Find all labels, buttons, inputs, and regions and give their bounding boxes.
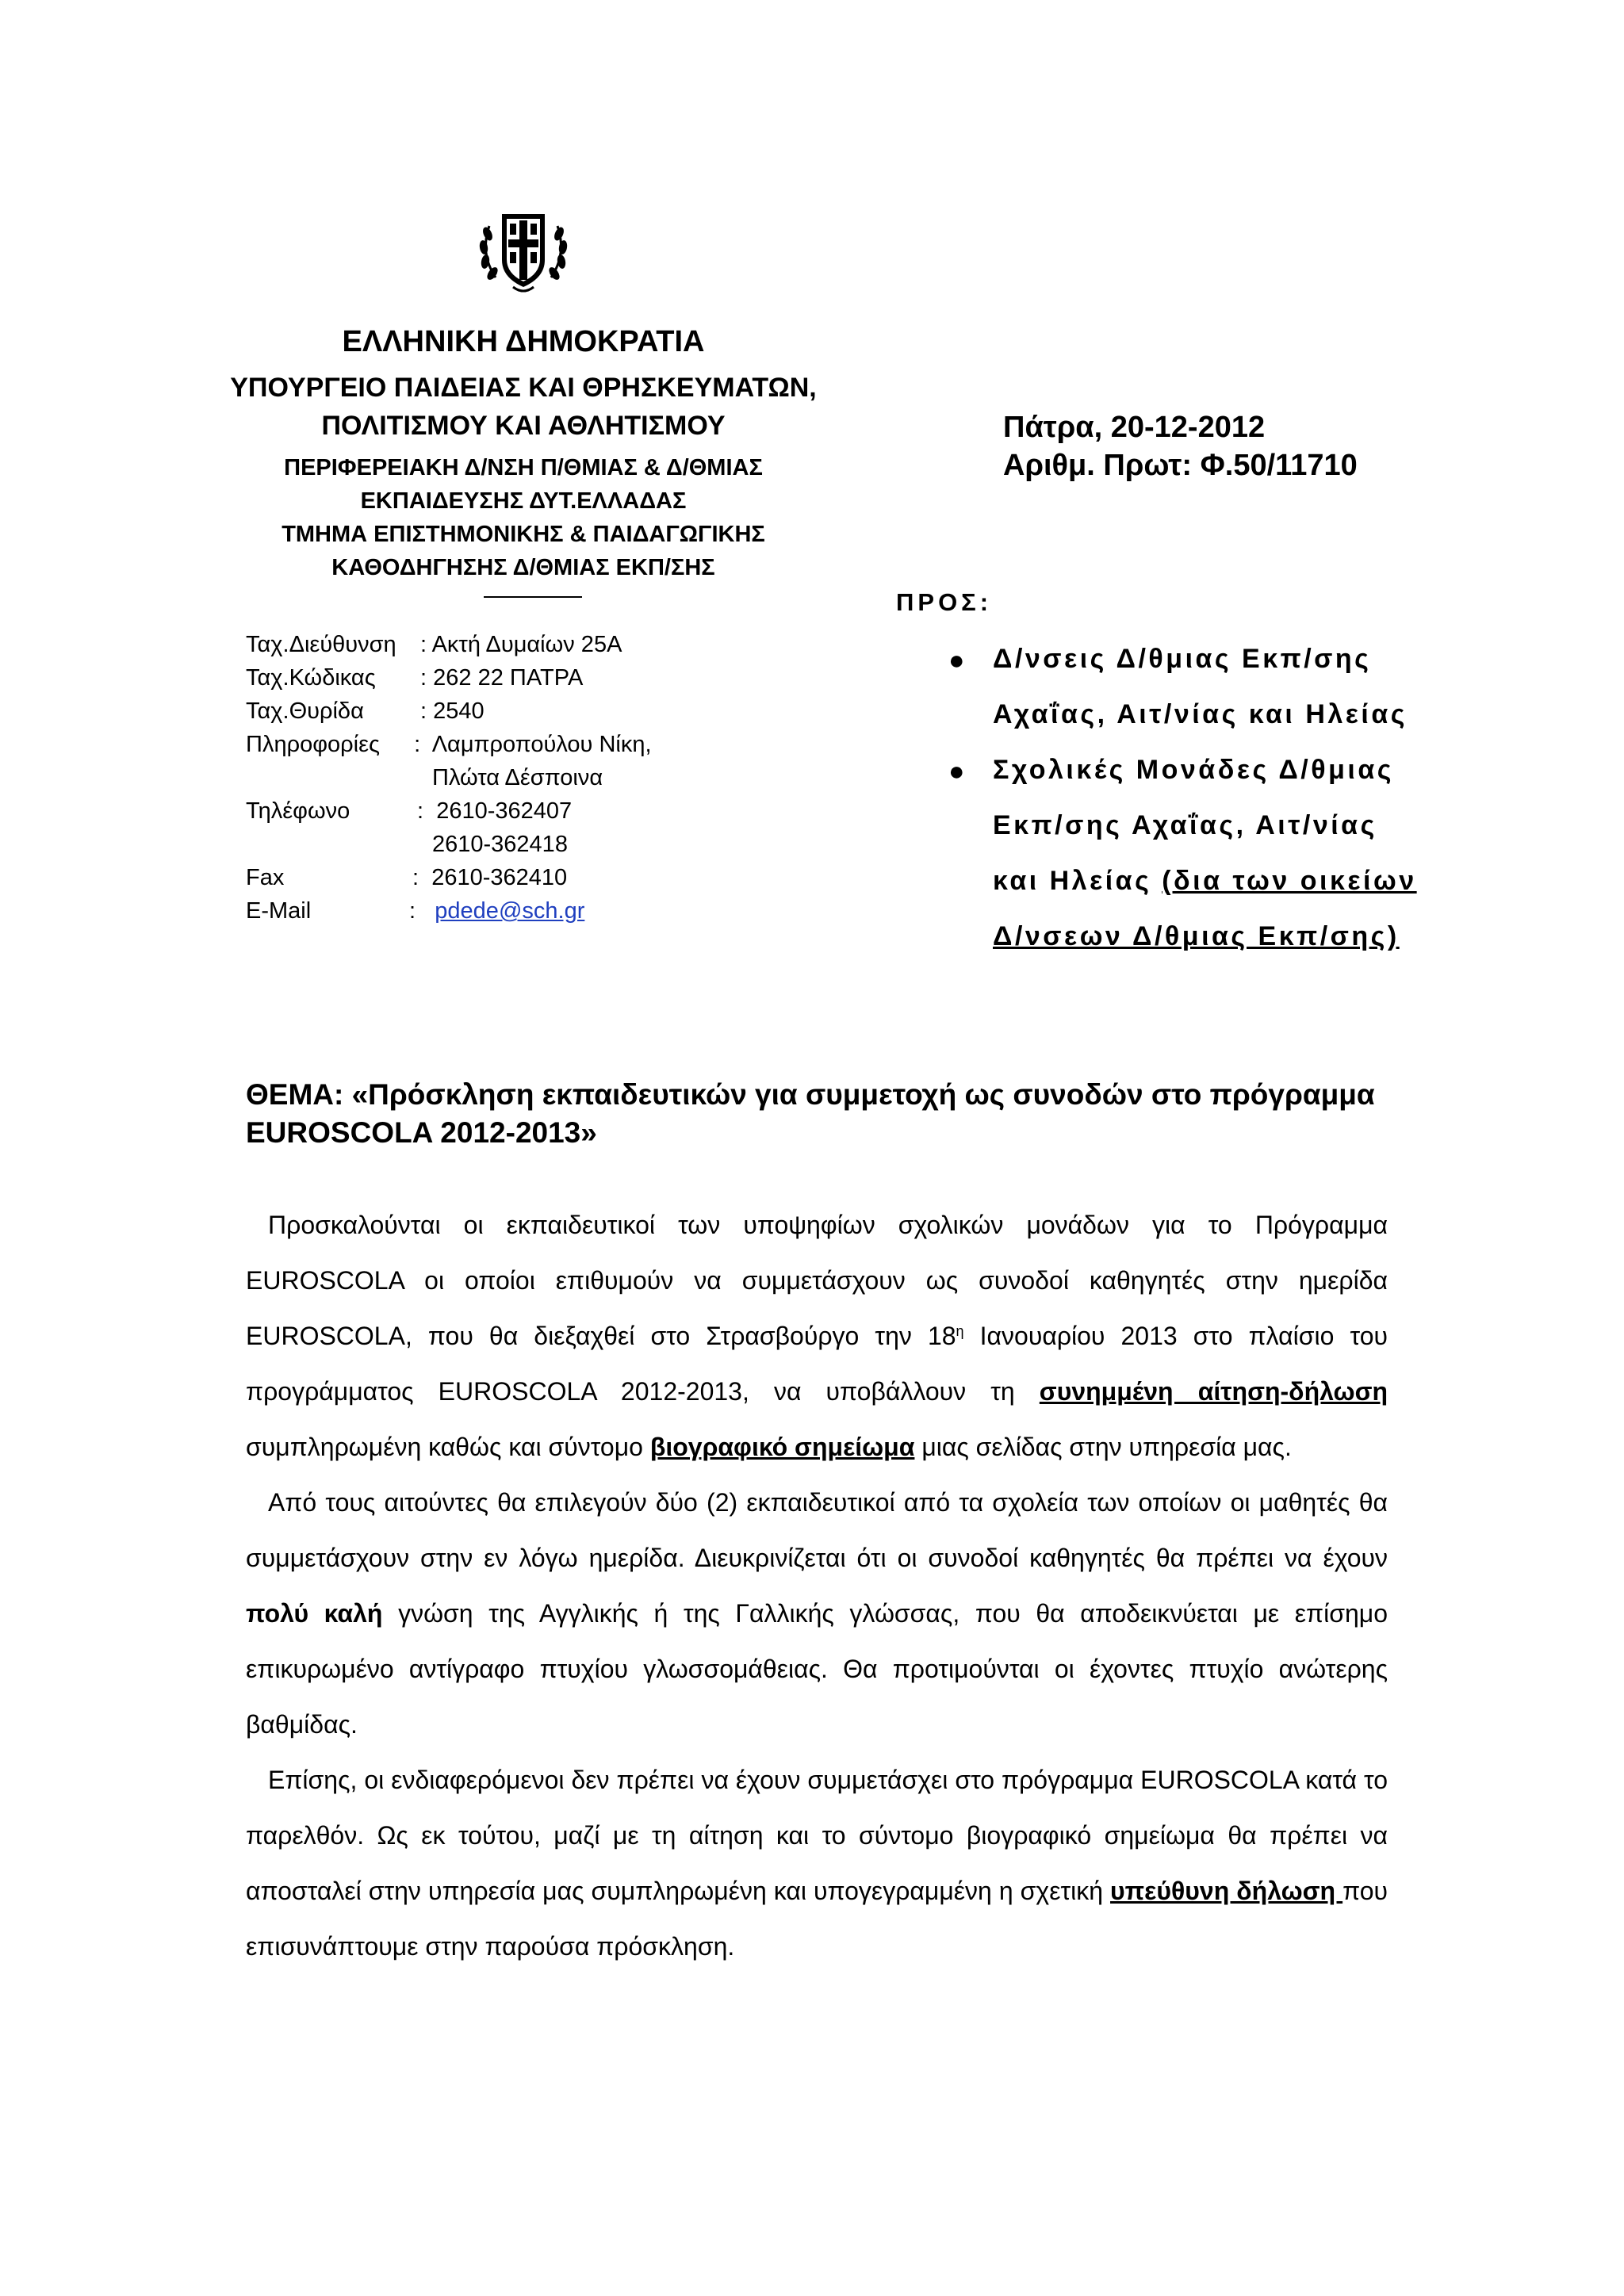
p1-text-c: συμπληρωμένη καθώς και σύντομο <box>246 1433 650 1461</box>
p3-text-a: Επίσης, οι ενδιαφερόμενοι δεν πρέπει να έχουν συμμετάσχει στο πρόγραμμα EUROSCOLA κατά το παρελθόν. Ως εκ τούτου, μαζί με τη αίτηση και το σύντομο βιογραφικό σημείωμα θα πρέπει να αποσταλεί στην υπηρεσία μας συμπληρωμένη και υπογεγραμμένη η σχετική <box>246 1766 1388 1905</box>
p1-text-d: μιας σελίδας στην υπηρεσία μας. <box>914 1433 1292 1461</box>
directorate-line-1: ΠΕΡΙΦΕΡΕΙΑΚΗ Δ/ΝΣΗ Π/ΘΜΙΑΣ & Δ/ΘΜΙΑΣ <box>284 455 763 480</box>
department-line-2: ΚΑΘΟΔΗΓΗΣΗΣ Δ/ΘΜΙΑΣ ΕΚΠ/ΣΗΣ <box>331 555 715 580</box>
greek-coat-of-arms-icon <box>472 198 575 301</box>
header-divider <box>484 596 582 598</box>
contact-address: Ταχ.Διεύθυνση : Ακτή Δυμαίων 25Α <box>246 628 622 661</box>
letter-body <box>246 1197 1388 1974</box>
fax-label: Fax <box>246 865 285 890</box>
contact-email: E-Mail : pdede@sch.gr <box>246 894 584 928</box>
phone-value-2: 2610-362418 <box>432 832 568 857</box>
contact-pobox: Ταχ.Θυρίδα : 2540 <box>246 695 485 728</box>
protocol-number: Αριθμ. Πρωτ: Φ.50/11710 <box>1003 449 1358 482</box>
recipient-2-note: (δια των οικείων <box>1162 866 1417 896</box>
cv-link[interactable]: βιογραφικό σημείωμα <box>649 1433 915 1461</box>
subject-line-2: EUROSCOLA 2012-2013» <box>246 1116 597 1149</box>
recipient-2-line-3-text: και Ηλείας <box>993 866 1162 896</box>
recipient-2-line-4: Δ/νσεων Δ/θμιας Εκπ/σης) <box>993 921 1400 951</box>
info-value-2: Πλώτα Δέσποινα <box>432 765 603 790</box>
document-date: Πάτρα, 20-12-2012 <box>1003 411 1266 444</box>
subject-line-1: ΘΕΜΑ: «Πρόσκληση εκπαιδευτικών για συμμετοχή ως συνοδών στο πρόγραμμα <box>246 1078 1375 1111</box>
p2-text-a: Από τους αιτούντες θα επιλεγούν δύο (2) εκπαιδευτικοί από τα σχολεία των οποίων οι μαθητές θα συμμετάσχουν στην εν λόγω ημερίδα. Διευκρινίζεται ότι οι συνοδοί καθηγητές θα πρέπει να έχουν <box>246 1488 1388 1572</box>
ministry-line-2: ΠΟΛΙΤΙΣΜΟΥ ΚΑΙ ΑΘΛΗΤΙΣΜΟΥ <box>321 411 726 441</box>
p1-superscript: η <box>956 1323 964 1339</box>
bullet-icon: ● <box>948 756 965 786</box>
application-form-link[interactable]: συνημμένη αίτηση-δήλωση <box>1039 1377 1388 1406</box>
address-value: Ακτή Δυμαίων 25Α <box>431 632 622 657</box>
p2-emphasis: πολύ καλή <box>246 1599 383 1628</box>
directorate-line-2: ΕΚΠΑΙΔΕΥΣΗΣ ΔΥΤ.ΕΛΛΑΔΑΣ <box>360 488 687 514</box>
recipient-2-line-3 <box>993 866 1417 897</box>
email-label: E-Mail <box>246 898 312 924</box>
paragraph-1 <box>246 1197 1388 1475</box>
recipient-2-line-2: Εκπ/σης Αχαΐας, Αιτ/νίας <box>993 810 1377 840</box>
fax-value: 2610-362410 <box>431 865 568 890</box>
ministry-line-1: ΥΠΟΥΡΓΕΙΟ ΠΑΙΔΕΙΑΣ ΚΑΙ ΘΡΗΣΚΕΥΜΑΤΩΝ, <box>230 373 817 403</box>
solemn-declaration-link[interactable]: υπεύθυνη δήλωση <box>1110 1877 1343 1905</box>
recipients-heading: ΠΡΟΣ: <box>896 588 993 616</box>
recipient-1-line-2: Αχαΐας, Αιτ/νίας και Ηλείας <box>993 699 1408 729</box>
contact-info: Πληροφορίες : Λαμπροπούλου Νίκη, <box>246 728 652 761</box>
p1-text-b: Ιανουαρίου 2013 στο πλαίσιο του προγράμματος EUROSCOLA 2012-2013, να υποβάλλουν τη <box>246 1322 1388 1406</box>
phone-label: Τηλέφωνο <box>246 798 350 824</box>
postcode-value: 262 22 ΠΑΤΡΑ <box>433 665 584 691</box>
postcode-label: Ταχ.Κώδικας <box>246 665 376 691</box>
paragraph-2 <box>246 1475 1388 1752</box>
phone-value-1: 2610-362407 <box>436 798 573 824</box>
address-label: Ταχ.Διεύθυνση <box>246 632 396 657</box>
recipient-1-line-1: Δ/νσεις Δ/θμιας Εκπ/σης <box>993 644 1372 674</box>
department-line-1: ΤΜΗΜΑ ΕΠΙΣΤΗΜΟΝΙΚΗΣ & ΠΑΙΔΑΓΩΓΙΚΗΣ <box>282 522 765 547</box>
bullet-icon: ● <box>948 645 965 675</box>
pobox-value: 2540 <box>433 698 485 724</box>
info-label: Πληροφορίες <box>246 732 380 757</box>
info-value-1: Λαμπροπούλου Νίκη, <box>431 732 652 757</box>
contact-phone: Τηλέφωνο : 2610-362407 <box>246 794 572 828</box>
paragraph-3 <box>246 1752 1388 1974</box>
p1-text-a: Προσκαλούνται οι εκπαιδευτικοί των υποψηφίων σχολικών μονάδων για το Πρόγραμμα EUROSCOLA οι οποίοι επιθυμούν να συμμετάσχουν ως συνοδοί καθηγητές στην ημερίδα EUROSCOLA, που θα διεξαχθεί στο Στρασβούργο την 18 <box>246 1211 1388 1350</box>
contact-fax: Fax : 2610-362410 <box>246 861 567 894</box>
recipient-2-line-1: Σχολικές Μονάδες Δ/θμιας <box>993 755 1394 785</box>
pobox-label: Ταχ.Θυρίδα <box>246 698 364 724</box>
p2-text-b: γνώση της Αγγλικής ή της Γαλλικής γλώσσας, που θα αποδεικνύεται με επίσημο επικυρωμένο αντίγραφο πτυχίου γλωσσομάθειας. Θα προτιμούνται οι έχοντες πτυχίο ανώτερης βαθμίδας. <box>246 1599 1388 1739</box>
contact-postcode: Ταχ.Κώδικας : 262 22 ΠΑΤΡΑ <box>246 661 583 695</box>
p3-text-b: που επισυνάπτουμε στην παρούσα πρόσκληση. <box>246 1877 1388 1961</box>
republic-title: ΕΛΛΗΝΙΚΗ ΔΗΜΟΚΡΑΤΙΑ <box>342 325 705 358</box>
email-link[interactable]: pdede@sch.gr <box>435 898 585 924</box>
